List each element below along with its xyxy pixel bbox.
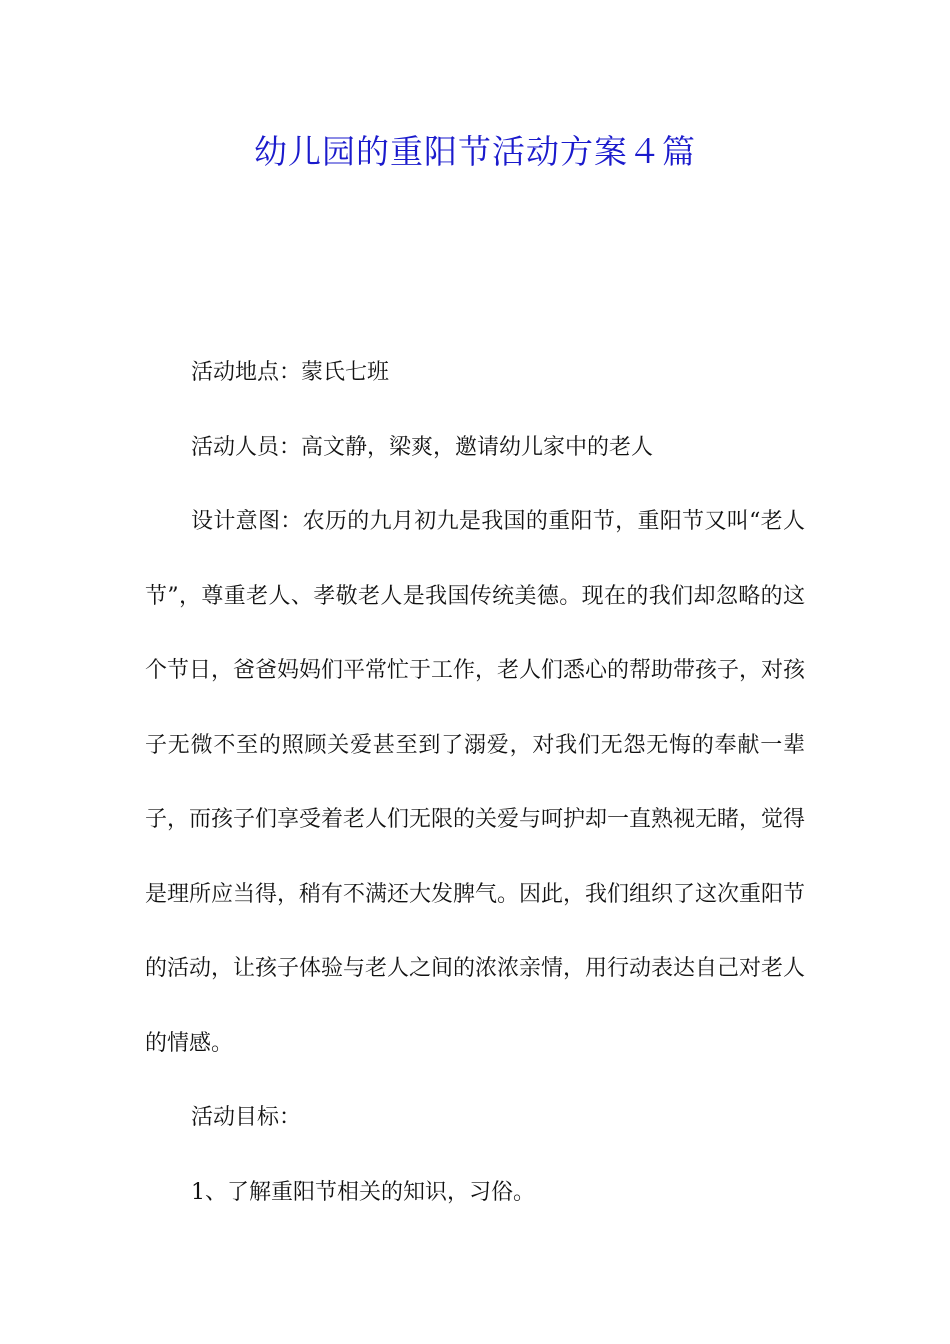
paragraph-participants: 活动人员：高文静，梁爽，邀请幼儿家中的老人 bbox=[191, 434, 654, 460]
paragraph-goal-1: 1、了解重阳节相关的知识，习俗。 bbox=[191, 1179, 535, 1205]
document-title: 幼儿园的重阳节活动方案４篇 bbox=[254, 132, 696, 171]
document-body bbox=[145, 336, 805, 1230]
paragraph-design-intent: 设计意图：农历的九月初九是我国的重阳节，重阳节又叫“老人节”，尊重老人、孝敬老人是我国传统美德。现在的我们却忽略的这个节日，爸爸妈妈们平常忙于工作，老人们悉心的帮助带孩子，对孩子无微不至的照顾关爱甚至到了溺爱，对我们无怨无悔的奉献一辈子，而孩子们享受着老人们无限的关爱与呵护却一直熟视无睹，觉得是理所应当得，稍有不满还大发脾气。因此，我们组织了这次重阳节的活动，让孩子体验与老人之间的浓浓亲情，用行动表达自己对老人的情感。 bbox=[145, 509, 806, 1056]
paragraph-location: 活动地点：蒙氏七班 bbox=[191, 360, 390, 385]
paragraph-goals-heading: 活动目标： bbox=[191, 1105, 302, 1130]
